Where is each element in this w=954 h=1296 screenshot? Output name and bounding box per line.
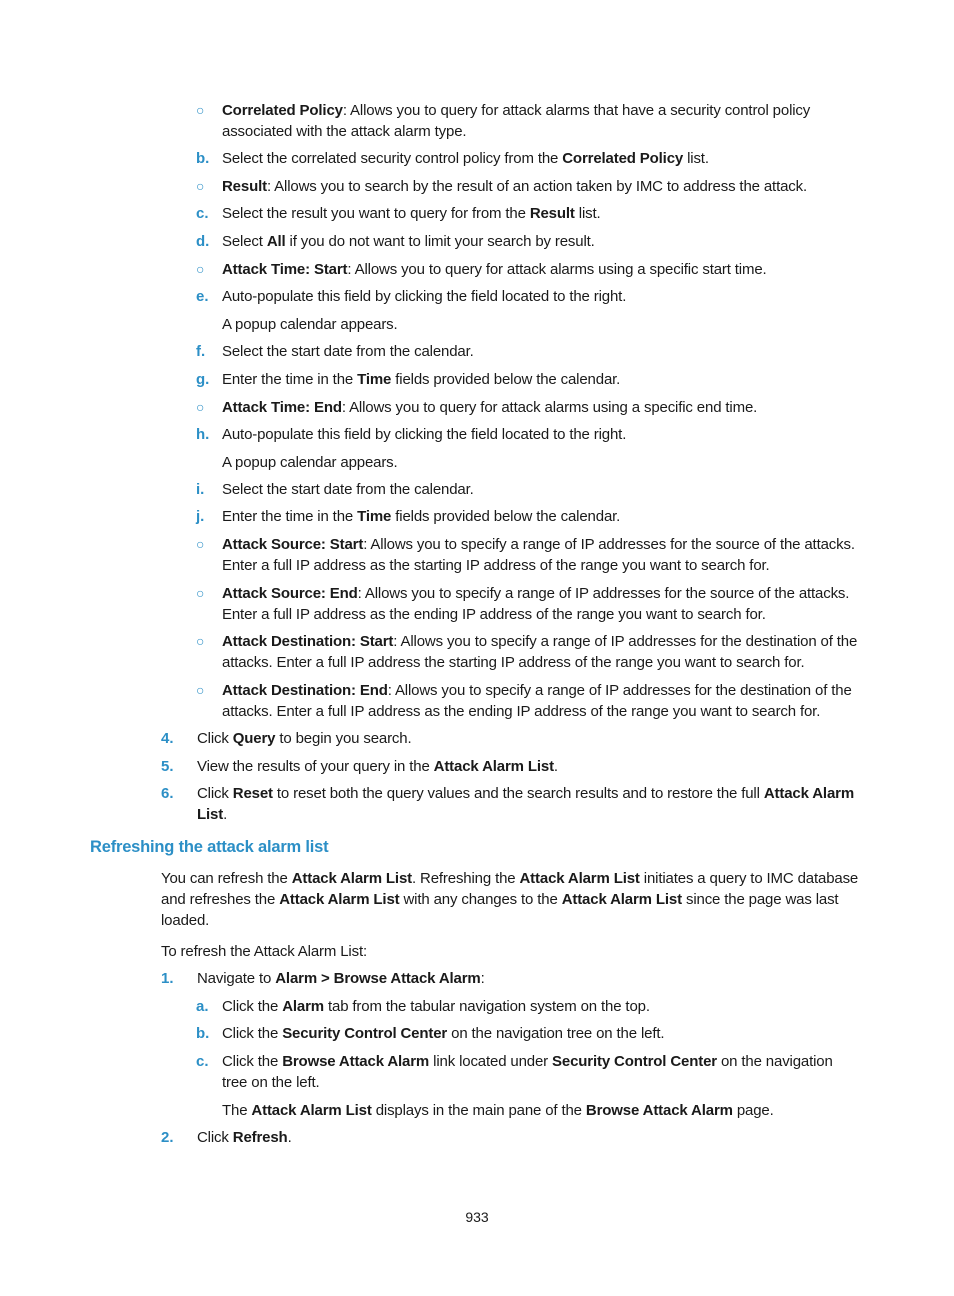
- bold-term: Correlated Policy: [222, 102, 343, 119]
- bold-term: Attack Destination: End: [222, 682, 388, 699]
- list-marker: c.: [196, 1053, 209, 1070]
- text-run: page.: [732, 1102, 774, 1119]
- list-marker: i.: [196, 481, 205, 498]
- text-run: Enter the time in the: [222, 371, 358, 388]
- text-run: A popup calendar appears.: [222, 316, 398, 333]
- list-marker: 6.: [161, 785, 174, 802]
- instruction-line: [222, 424, 626, 445]
- instruction-line: [222, 583, 849, 604]
- bullet-icon: ○: [196, 536, 205, 552]
- bold-term: Attack Alarm List: [519, 870, 640, 887]
- bullet-icon: ○: [196, 585, 205, 601]
- bold-term: Attack Time: Start: [222, 261, 348, 278]
- instruction-line: [222, 397, 757, 418]
- bold-term: Attack Alarm List: [279, 891, 400, 908]
- text-run: associated with the attack alarm type.: [222, 123, 467, 140]
- bold-term: Alarm > Browse Attack Alarm: [275, 970, 481, 987]
- text-run: A popup calendar appears.: [222, 454, 398, 471]
- list-marker: f.: [196, 343, 206, 360]
- refresh-line: [222, 1100, 774, 1121]
- text-run: list.: [574, 205, 601, 222]
- text-run: View the results of your query in the: [197, 758, 434, 775]
- bold-term: Query: [232, 730, 276, 747]
- instruction-line: [222, 148, 709, 169]
- list-marker: b.: [196, 1025, 210, 1042]
- instruction-line: [222, 231, 595, 252]
- list-marker: h.: [196, 426, 210, 443]
- text-run: : Allows you to query for attack alarms that have a security control policy: [342, 102, 811, 119]
- instruction-line: [222, 652, 805, 673]
- instruction-line: [222, 604, 766, 625]
- bullet-icon: ○: [196, 178, 205, 194]
- text-run: To refresh the Attack Alarm List:: [161, 943, 367, 960]
- refresh-line: [161, 910, 209, 931]
- text-run: : Allows you to search by the result of an action taken by IMC to address the attack.: [266, 178, 807, 195]
- list-marker: g.: [196, 371, 210, 388]
- text-run: if you do not want to limit your search by result.: [285, 233, 595, 250]
- instruction-line: [222, 341, 474, 362]
- text-run: : Allows you to specify a range of IP addresses for the source of the attacks.: [357, 585, 850, 602]
- bold-term: Attack Alarm: [763, 785, 855, 802]
- text-run: tree on the left.: [222, 1074, 320, 1091]
- text-run: Select the start date from the calendar.: [222, 343, 474, 360]
- text-run: tab from the tabular navigation system on the top.: [323, 998, 650, 1015]
- bold-term: Browse Attack Alarm: [585, 1102, 733, 1119]
- text-run: displays in the main pane of the: [371, 1102, 586, 1119]
- refresh-line: [222, 996, 650, 1017]
- text-run: : Allows you to specify a range of IP addresses for the destination of the: [387, 682, 852, 699]
- text-run: :: [480, 970, 485, 987]
- text-run: .: [287, 1129, 292, 1146]
- text-run: Click: [197, 1129, 233, 1146]
- list-marker: j.: [196, 508, 205, 525]
- text-run: Click the: [222, 1025, 283, 1042]
- text-run: on the navigation tree on the left.: [447, 1025, 665, 1042]
- text-run: Click the: [222, 998, 283, 1015]
- bold-term: Correlated Policy: [562, 150, 684, 167]
- list-marker: 4.: [161, 730, 174, 747]
- bold-term: Attack Destination: Start: [222, 633, 394, 650]
- bold-term: Time: [357, 508, 392, 525]
- text-run: .: [553, 758, 558, 775]
- text-run: . Refreshing the: [411, 870, 520, 887]
- text-run: fields provided below the calendar.: [391, 508, 621, 525]
- instruction-line: [197, 804, 227, 825]
- text-run: Select the result you want to query for from the: [222, 205, 530, 222]
- instruction-line: [222, 176, 807, 197]
- instruction-line: [222, 506, 620, 527]
- bold-term: Refresh: [232, 1129, 288, 1146]
- text-run: Navigate to: [197, 970, 276, 987]
- text-run: Select the correlated security control policy from the: [222, 150, 563, 167]
- bold-term: Security Control Center: [282, 1025, 448, 1042]
- list-marker: c.: [196, 205, 209, 222]
- bold-term: All: [266, 233, 286, 250]
- bullet-icon: ○: [196, 682, 205, 698]
- text-run: : Allows you to specify a range of IP addresses for the source of the attacks.: [363, 536, 855, 553]
- list-marker: e.: [196, 288, 209, 305]
- bold-term: Attack Source: Start: [222, 536, 364, 553]
- text-run: : Allows you to query for attack alarms using a specific end time.: [341, 399, 758, 416]
- bold-term: Attack Time: End: [222, 399, 342, 416]
- instruction-line: [222, 479, 474, 500]
- text-run: The: [222, 1102, 252, 1119]
- bold-term: Time: [357, 371, 392, 388]
- list-marker: b.: [196, 150, 210, 167]
- bold-term: Reset: [232, 785, 273, 802]
- instruction-line: [222, 680, 852, 701]
- list-marker: d.: [196, 233, 210, 250]
- instruction-line: [222, 369, 620, 390]
- text-run: : Allows you to query for attack alarms using a specific start time.: [347, 261, 767, 278]
- text-run: link located under: [429, 1053, 553, 1070]
- instruction-line: [222, 203, 601, 224]
- refresh-line: [161, 889, 838, 910]
- text-run: Enter a full IP address as the ending IP address of the range you want to search for.: [222, 606, 766, 623]
- bold-term: List: [197, 806, 224, 823]
- refresh-line: [222, 1051, 833, 1072]
- text-run: Auto-populate this field by clicking the field located to the right.: [222, 288, 627, 305]
- instruction-line: [222, 121, 466, 142]
- text-run: on the navigation: [716, 1053, 833, 1070]
- refresh-line: [161, 868, 858, 889]
- text-run: list.: [683, 150, 709, 167]
- instruction-line: [222, 286, 626, 307]
- text-run: Select: [222, 233, 267, 250]
- refresh-line: [197, 1127, 292, 1148]
- instruction-line: [222, 701, 820, 722]
- text-run: Click the: [222, 1053, 283, 1070]
- text-run: attacks. Enter a full IP address the starting IP address of the range you want to search for.: [222, 654, 805, 671]
- bullet-icon: ○: [196, 633, 205, 649]
- text-run: Auto-populate this field by clicking the field located to the right.: [222, 426, 627, 443]
- instruction-line: [197, 756, 558, 777]
- instruction-line: [222, 314, 398, 335]
- text-run: to begin you search.: [275, 730, 412, 747]
- list-marker: 5.: [161, 758, 174, 775]
- text-run: Enter the time in the: [222, 508, 358, 525]
- refresh-line: [197, 968, 485, 989]
- instruction-line: [222, 259, 767, 280]
- list-marker: 2.: [161, 1129, 174, 1146]
- instruction-line: [222, 534, 855, 555]
- text-run: You can refresh the: [161, 870, 292, 887]
- list-marker: a.: [196, 998, 209, 1015]
- instruction-line: [197, 728, 411, 749]
- bullet-icon: ○: [196, 261, 205, 277]
- text-run: Click: [197, 785, 233, 802]
- bullet-icon: ○: [196, 102, 205, 118]
- refresh-line: [161, 941, 367, 962]
- bullet-icon: ○: [196, 399, 205, 415]
- instruction-line: [222, 631, 857, 652]
- text-run: with any changes to the: [399, 891, 562, 908]
- instruction-line: [222, 452, 398, 473]
- instruction-line: [222, 555, 770, 576]
- instruction-line: [222, 100, 810, 121]
- text-run: : Allows you to specify a range of IP addresses for the destination of the: [393, 633, 858, 650]
- bold-term: Alarm: [282, 998, 324, 1015]
- text-run: Enter a full IP address as the starting IP address of the range you want to search for.: [222, 557, 770, 574]
- text-run: Select the start date from the calendar.: [222, 481, 474, 498]
- bold-term: Security Control Center: [552, 1053, 717, 1070]
- bold-term: Attack Alarm List: [251, 1102, 372, 1119]
- text-run: attacks. Enter a full IP address as the ending IP address of the range you want to search for.: [222, 703, 821, 720]
- list-marker: 1.: [161, 970, 174, 987]
- instruction-line: [197, 783, 854, 804]
- text-run: loaded.: [161, 912, 210, 929]
- text-run: since the page was last: [681, 891, 839, 908]
- bold-term: Attack Alarm List: [433, 758, 554, 775]
- text-run: to reset both the query values and the search results and to restore the full: [272, 785, 764, 802]
- bold-term: Browse Attack Alarm: [282, 1053, 430, 1070]
- bold-term: Attack Alarm List: [561, 891, 682, 908]
- text-run: initiates a query to IMC database: [639, 870, 859, 887]
- bold-term: Attack Source: End: [222, 585, 358, 602]
- text-run: and refreshes the: [161, 891, 280, 908]
- refresh-line: [222, 1072, 320, 1093]
- bold-term: Result: [222, 178, 267, 195]
- text-run: Click: [197, 730, 233, 747]
- bold-term: Result: [529, 205, 575, 222]
- refresh-line: [222, 1023, 664, 1044]
- page-number: 933: [465, 1209, 489, 1225]
- section-heading: Refreshing the attack alarm list: [90, 838, 329, 856]
- text-run: fields provided below the calendar.: [391, 371, 621, 388]
- text-run: .: [223, 806, 228, 823]
- bold-term: Attack Alarm List: [291, 870, 412, 887]
